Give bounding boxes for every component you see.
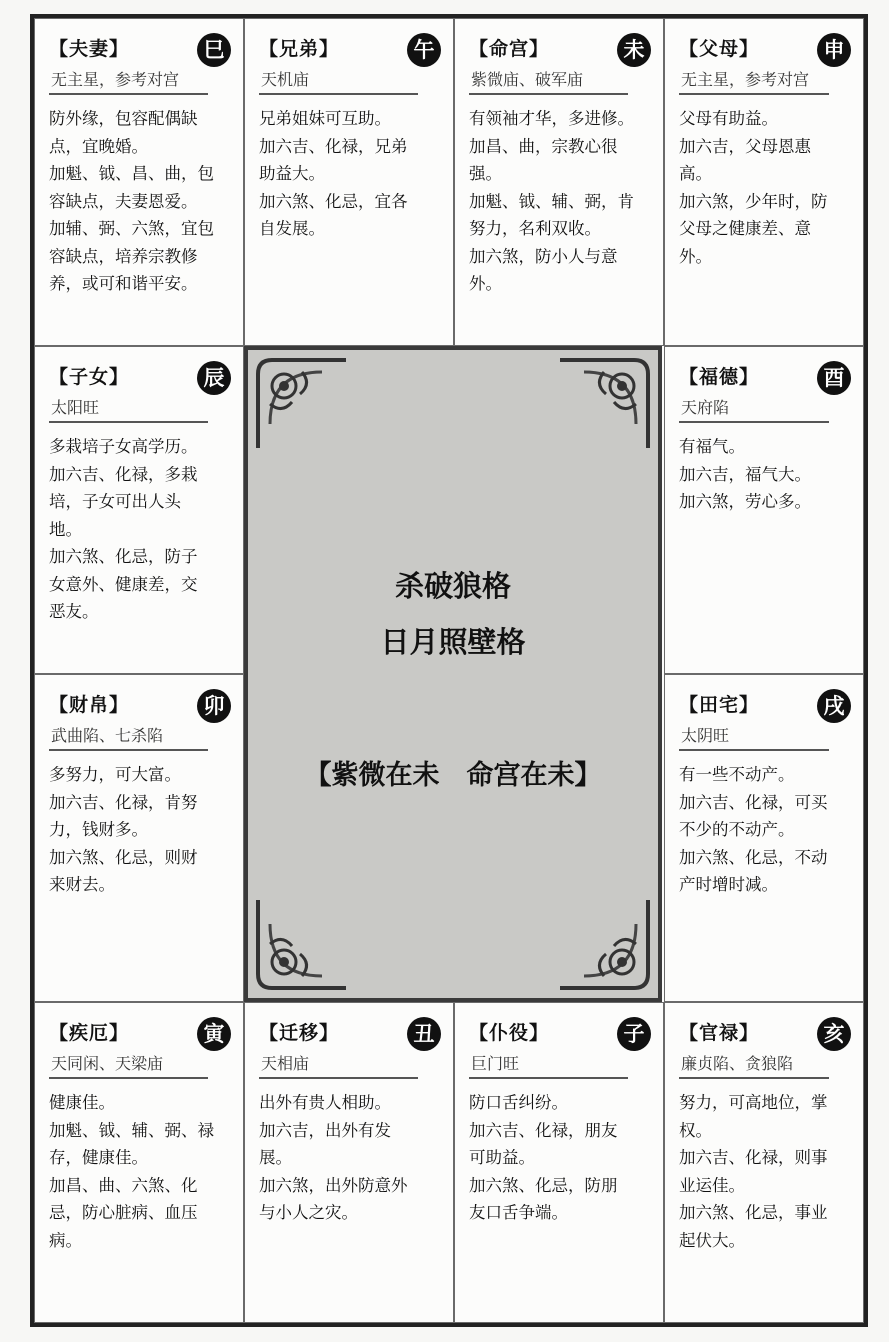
description-line: 培，子女可出人头 (49, 492, 181, 511)
description-line: 加昌、曲、六煞、化 (49, 1175, 198, 1195)
palace-fuqi (34, 18, 244, 346)
palace-zinv (34, 346, 244, 674)
description-line: 加六煞，出外防意外 (259, 1175, 408, 1195)
earthly-branch-badge: 卯 (197, 689, 231, 723)
description-line: 努力，可高地位，掌 (679, 1093, 828, 1112)
description-line: 加六煞，劳心多。 (679, 492, 811, 511)
description (49, 433, 231, 626)
description-line: 加六吉、化禄，兄弟 (259, 136, 408, 156)
description-line: 加六煞、化忌，事业 (679, 1203, 828, 1222)
description-line: 加六煞、化忌，防子 (49, 547, 198, 566)
description-line: 加昌、曲，宗教心很 (469, 136, 618, 156)
description-line: 加六煞、化忌，宜各 (259, 191, 408, 211)
description-line: 父母之健康差、意 (679, 219, 811, 238)
description-line: 有福气。 (679, 437, 745, 456)
description (49, 1089, 231, 1254)
description-line: 自发展。 (259, 219, 325, 238)
description-line: 父母有助益。 (679, 109, 778, 128)
palace-jie (34, 1002, 244, 1323)
corner-ornament-icon (554, 354, 654, 454)
description-line: 力，钱财多。 (49, 820, 148, 839)
description-line: 恶友。 (49, 602, 99, 621)
earthly-branch-badge: 子 (617, 1017, 651, 1051)
palace-puyi (454, 1002, 664, 1323)
palace-title: 【福德】 (679, 366, 760, 388)
description-line: 努力，名利双收。 (469, 219, 601, 238)
description-line: 外。 (679, 246, 712, 266)
palace-guanlu (664, 1002, 864, 1323)
description (49, 761, 231, 899)
palace-fumu (664, 18, 864, 346)
main-stars: 紫微庙、破军庙 (469, 65, 628, 95)
description-line: 加六煞，防小人与意 (469, 246, 618, 266)
main-stars: 天机庙 (259, 65, 418, 95)
description-line: 加六吉，福气大。 (679, 464, 811, 484)
main-stars: 太阳旺 (49, 393, 208, 423)
description-line: 健康佳。 (49, 1093, 115, 1112)
description-line: 来财去。 (49, 875, 115, 894)
description-line: 加魁、钺、昌、曲，包 (49, 164, 214, 183)
palace-title: 【父母】 (679, 38, 760, 60)
ziwei-chart (30, 14, 868, 1327)
description-line: 有领袖才华，多进修。 (469, 109, 634, 128)
palace-title: 【田宅】 (679, 694, 760, 716)
description-line: 加六煞、化忌，不动 (679, 847, 828, 867)
earthly-branch-badge: 丑 (407, 1017, 441, 1051)
description-line: 加六吉、化禄，则事 (679, 1148, 828, 1167)
description-line: 加魁、钺、辅、弼，肯 (469, 191, 634, 211)
description-line: 出外有贵人相助。 (259, 1093, 391, 1112)
description-line: 防口舌纠纷。 (469, 1093, 568, 1112)
description-line: 加魁、钺、辅、弼、禄 (49, 1120, 214, 1140)
earthly-branch-badge: 亥 (817, 1017, 851, 1051)
palace-title: 【仆役】 (469, 1022, 550, 1044)
description-line: 加六吉、化禄，肯努 (49, 792, 198, 812)
main-stars: 天府陷 (679, 393, 829, 423)
description-line: 加六吉、化禄，朋友 (469, 1120, 618, 1140)
description (259, 1089, 441, 1227)
description-line: 养，或可和谐平安。 (49, 274, 198, 293)
pattern-name-primary: 杀破狼格 (394, 569, 511, 603)
palace-minggong (454, 18, 664, 346)
description-line: 地。 (49, 519, 82, 539)
palace-fude (664, 346, 864, 674)
description-line: 不少的不动产。 (679, 820, 795, 839)
description-line: 加六吉，父母恩惠 (679, 136, 811, 156)
description (679, 1089, 851, 1254)
description-line: 忌，防心脏病、血压 (49, 1203, 198, 1222)
main-stars: 无主星，参考对宫 (679, 65, 829, 95)
palace-title: 【财帛】 (49, 694, 130, 716)
description-line: 可助益。 (469, 1148, 535, 1167)
description (469, 105, 651, 298)
palace-caibo (34, 674, 244, 1002)
description (469, 1089, 651, 1227)
description-line: 加辅、弼、六煞，宜包 (49, 219, 214, 238)
description-line: 多努力，可大富。 (49, 765, 181, 784)
chart-subtitle: 【紫微在未 命宫在未】 (304, 760, 602, 791)
palace-title: 【迁移】 (259, 1022, 340, 1044)
palace-qianyi (244, 1002, 454, 1323)
earthly-branch-badge: 戌 (817, 689, 851, 723)
description-line: 产时增时减。 (679, 875, 778, 894)
description-line: 展。 (259, 1148, 292, 1167)
main-stars: 巨门旺 (469, 1049, 628, 1079)
description-line: 强。 (469, 164, 502, 183)
palace-tianzhai (664, 674, 864, 1002)
description-line: 女意外、健康差，交 (49, 574, 198, 594)
pattern-name-secondary: 日月照壁格 (380, 625, 526, 659)
description-line: 多栽培子女高学历。 (49, 437, 198, 456)
description-line: 助益大。 (259, 164, 325, 183)
description-line: 与小人之灾。 (259, 1203, 358, 1222)
main-stars: 无主星，参考对宫 (49, 65, 208, 95)
description-line: 加六吉、化禄，可买 (679, 792, 828, 812)
description-line: 防外缘，包容配偶缺 (49, 109, 198, 128)
palace-title: 【子女】 (49, 366, 130, 388)
main-stars: 天相庙 (259, 1049, 418, 1079)
palace-title: 【命宫】 (469, 38, 550, 60)
description-line: 起伏大。 (679, 1230, 745, 1250)
main-stars: 天同闲、天梁庙 (49, 1049, 208, 1079)
description-line: 有一些不动产。 (679, 765, 795, 784)
description-line: 加六吉、化禄，多栽 (49, 464, 198, 484)
description-line: 高。 (679, 164, 712, 183)
palace-xiongdi (244, 18, 454, 346)
description (679, 433, 851, 516)
description-line: 加六煞，少年时，防 (679, 191, 828, 211)
description-line: 外。 (469, 274, 502, 293)
description (49, 105, 231, 298)
description-line: 业运佳。 (679, 1175, 745, 1195)
center-panel (244, 346, 662, 1002)
palace-title: 【兄弟】 (259, 38, 340, 60)
earthly-branch-badge: 酉 (817, 361, 851, 395)
description-line: 加六煞、化忌，防朋 (469, 1175, 618, 1195)
earthly-branch-badge: 巳 (197, 33, 231, 67)
main-stars: 太阴旺 (679, 721, 829, 751)
description-line: 点，宜晚婚。 (49, 136, 148, 156)
earthly-branch-badge: 寅 (197, 1017, 231, 1051)
description-line: 权。 (679, 1120, 712, 1140)
palace-title: 【夫妻】 (49, 38, 130, 60)
description-line: 容缺点，培养宗教修 (49, 246, 198, 266)
corner-ornament-icon (554, 894, 654, 994)
corner-ornament-icon (252, 894, 352, 994)
earthly-branch-badge: 午 (407, 33, 441, 67)
description (679, 761, 851, 899)
description (679, 105, 851, 270)
palace-title: 【官禄】 (679, 1022, 760, 1044)
description-line: 容缺点，夫妻恩爱。 (49, 191, 198, 211)
description-line: 友口舌争端。 (469, 1203, 568, 1222)
earthly-branch-badge: 未 (617, 33, 651, 67)
description (259, 105, 441, 243)
description-line: 加六煞、化忌，则财 (49, 847, 198, 867)
description-line: 加六吉，出外有发 (259, 1120, 391, 1140)
main-stars: 武曲陷、七杀陷 (49, 721, 208, 751)
earthly-branch-badge: 辰 (197, 361, 231, 395)
description-line: 病。 (49, 1230, 82, 1250)
palace-title: 【疾厄】 (49, 1022, 130, 1044)
earthly-branch-badge: 申 (817, 33, 851, 67)
corner-ornament-icon (252, 354, 352, 454)
main-stars: 廉贞陷、贪狼陷 (679, 1049, 829, 1079)
description-line: 兄弟姐妹可互助。 (259, 109, 391, 128)
description-line: 存，健康佳。 (49, 1148, 148, 1167)
